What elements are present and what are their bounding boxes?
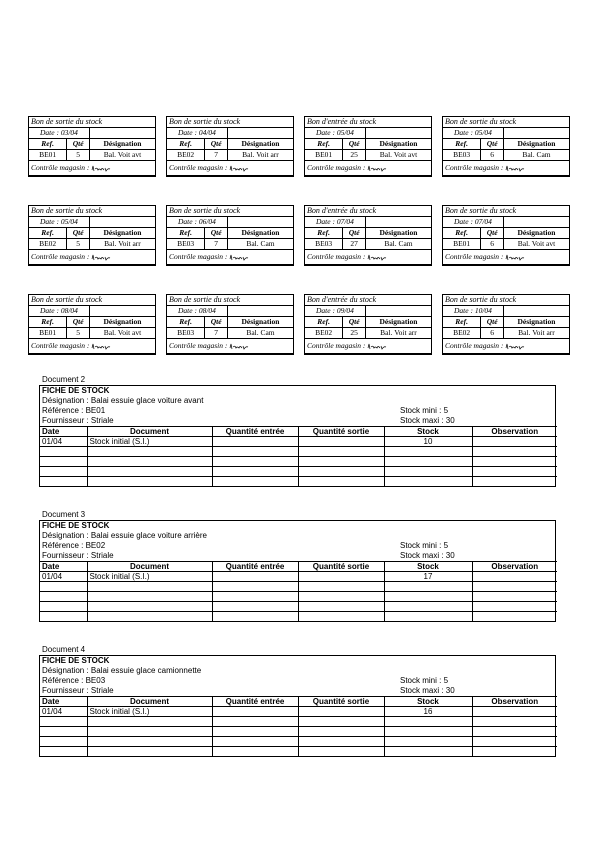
voucher-control [29,161,155,176]
voucher-designation: Bal. Cam [227,328,293,339]
cell-stock: 17 [384,572,472,582]
voucher-header-designation: Désignation [503,317,569,328]
voucher-header-designation: Désignation [503,139,569,150]
table-row [40,602,557,612]
voucher-card [304,205,432,266]
voucher-date: Date : 03/04 [29,128,89,139]
sheet-fournisseur: Fournisseur : Striale [42,416,114,425]
voucher-title: Bon de sortie du stock [167,295,293,306]
voucher-designation: Bal. Voit avt [89,328,155,339]
voucher-date: Date : 10/04 [443,306,503,317]
voucher-qte: 6 [481,239,504,250]
col-date: Date [40,562,87,572]
voucher-qte: 5 [67,239,90,250]
voucher-control [305,161,431,176]
voucher-control-label: Contrôle magasin : [169,163,228,173]
col-stock: Stock [384,697,472,707]
voucher-control-label: Contrôle magasin : [445,163,504,173]
table-row [40,707,557,717]
voucher-header-ref: Ref. [443,139,481,150]
voucher-title: Bon de sortie du stock [443,117,569,128]
voucher-row [28,205,570,266]
voucher-header-qte: Qté [205,139,228,150]
signature-icon [91,343,111,350]
col-observation: Observation [472,562,557,572]
voucher-title: Bon de sortie du stock [443,295,569,306]
voucher-date: Date : 06/04 [167,217,227,228]
sheet-header [40,386,555,426]
voucher-ref: BE03 [167,328,205,339]
voucher-card [442,116,570,177]
sheet-title: FICHE DE STOCK [42,386,110,395]
table-row [40,592,557,602]
voucher-ref: BE01 [29,150,67,161]
voucher-card [166,116,294,177]
table-row [40,737,557,747]
cell-stock: 10 [384,437,472,447]
sheet-stock-maxi: Stock maxi : 30 [400,416,455,425]
voucher-header-qte: Qté [343,317,366,328]
voucher-control-label: Contrôle magasin : [307,163,366,173]
signature-icon [91,254,111,261]
voucher-control-label: Contrôle magasin : [445,341,504,351]
voucher-designation: Bal. Voit arr [365,328,431,339]
col-document: Document [87,697,212,707]
voucher-title: Bon de sortie du stock [29,206,155,217]
voucher-card [304,294,432,355]
voucher-control [29,250,155,265]
voucher-header-designation: Désignation [365,317,431,328]
table-row [40,447,557,457]
cell-date: 01/04 [40,707,87,717]
voucher-qte: 7 [205,328,228,339]
signature-icon [367,343,387,350]
voucher-ref: BE02 [29,239,67,250]
signature-icon [229,343,249,350]
voucher-control [443,339,569,354]
document-label: Document 3 [42,510,86,519]
voucher-control-label: Contrôle magasin : [169,341,228,351]
voucher-qte: 25 [343,150,366,161]
sheet-reference: Référence : BE02 [42,541,106,550]
col-date: Date [40,697,87,707]
col-document: Document [87,427,212,437]
voucher-header-ref: Ref. [167,317,205,328]
voucher-header-ref: Ref. [167,228,205,239]
col-observation: Observation [472,427,557,437]
table-row [40,747,557,757]
voucher-header-qte: Qté [343,139,366,150]
sheet-stock-mini: Stock mini : 5 [400,676,449,685]
sheet-title: FICHE DE STOCK [42,656,110,665]
voucher-ref: BE02 [167,150,205,161]
voucher-designation: Bal. Voit avt [503,239,569,250]
voucher-control-label: Contrôle magasin : [445,252,504,262]
document-label: Document 2 [42,375,86,384]
table-row [40,437,557,447]
voucher-header-ref: Ref. [305,139,343,150]
voucher-header-qte: Qté [481,228,504,239]
voucher-date: Date : 05/04 [29,217,89,228]
stock-sheet [39,655,556,757]
table-row [40,727,557,737]
voucher-ref: BE03 [167,239,205,250]
col-document: Document [87,562,212,572]
voucher-ref: BE03 [443,150,481,161]
signature-icon [229,254,249,261]
voucher-ref: BE01 [29,328,67,339]
voucher-control [167,250,293,265]
col-qte-sortie: Quantité sortie [298,697,384,707]
voucher-header-designation: Désignation [89,139,155,150]
table-row [40,457,557,467]
sheet-header [40,521,555,561]
voucher-header-designation: Désignation [365,139,431,150]
cell-document: Stock initial (S.I.) [87,437,212,447]
voucher-designation: Bal. Voit arr [89,239,155,250]
voucher-control [443,250,569,265]
voucher-header-ref: Ref. [29,139,67,150]
col-qte-entree: Quantité entrée [212,697,298,707]
voucher-header-ref: Ref. [305,228,343,239]
signature-icon [505,254,525,261]
stock-table [40,561,557,621]
voucher-date: Date : 05/04 [305,128,365,139]
voucher-qte: 5 [67,328,90,339]
voucher-card [166,294,294,355]
sheet-header [40,656,555,696]
voucher-control [167,339,293,354]
voucher-header-ref: Ref. [29,228,67,239]
signature-icon [505,343,525,350]
stock-document [39,374,556,487]
voucher-card [28,294,156,355]
voucher-card [304,116,432,177]
voucher-card [166,205,294,266]
voucher-header-qte: Qté [205,317,228,328]
voucher-header-designation: Désignation [227,139,293,150]
col-qte-sortie: Quantité sortie [298,562,384,572]
stock-sheet [39,520,556,622]
cell-date: 01/04 [40,437,87,447]
voucher-ref: BE02 [443,328,481,339]
voucher-designation: Bal. Cam [365,239,431,250]
sheet-designation: Désignation : Balai essuie glace voiture arrière [42,531,207,540]
signature-icon [229,165,249,172]
col-stock: Stock [384,562,472,572]
voucher-header-designation: Désignation [89,317,155,328]
voucher-designation: Bal. Voit arr [227,150,293,161]
cell-stock: 16 [384,707,472,717]
voucher-ref: BE02 [305,328,343,339]
voucher-title: Bon de sortie du stock [167,206,293,217]
voucher-header-ref: Ref. [443,228,481,239]
voucher-header-qte: Qté [481,139,504,150]
col-qte-entree: Quantité entrée [212,427,298,437]
table-row [40,612,557,622]
voucher-title: Bon de sortie du stock [29,295,155,306]
sheet-stock-maxi: Stock maxi : 30 [400,686,455,695]
stock-sheet [39,385,556,487]
voucher-header-designation: Désignation [227,228,293,239]
stock-document [39,644,556,757]
sheet-reference: Référence : BE01 [42,406,106,415]
voucher-card [28,116,156,177]
voucher-title: Bon de sortie du stock [29,117,155,128]
voucher-date: Date : 05/04 [443,128,503,139]
table-row [40,717,557,727]
sheet-stock-maxi: Stock maxi : 30 [400,551,455,560]
voucher-qte: 7 [205,239,228,250]
voucher-control-label: Contrôle magasin : [307,252,366,262]
voucher-control-label: Contrôle magasin : [169,252,228,262]
voucher-title: Bon de sortie du stock [167,117,293,128]
voucher-title: Bon de sortie du stock [443,206,569,217]
signature-icon [367,165,387,172]
voucher-header-qte: Qté [481,317,504,328]
signature-icon [367,254,387,261]
sheet-reference: Référence : BE03 [42,676,106,685]
voucher-date: Date : 04/04 [167,128,227,139]
voucher-control-label: Contrôle magasin : [31,163,90,173]
voucher-ref: BE01 [305,150,343,161]
stock-table [40,696,557,756]
voucher-card [442,294,570,355]
voucher-header-ref: Ref. [305,317,343,328]
sheet-designation: Désignation : Balai essuie glace camionnette [42,666,202,675]
voucher-designation: Bal. Cam [503,150,569,161]
voucher-designation: Bal. Voit arr [503,328,569,339]
voucher-control-label: Contrôle magasin : [31,252,90,262]
voucher-title: Bon d'entrée du stock [305,117,431,128]
voucher-qte: 6 [481,328,504,339]
voucher-title: Bon d'entrée du stock [305,295,431,306]
signature-icon [91,165,111,172]
table-row [40,572,557,582]
signature-icon [505,165,525,172]
voucher-title: Bon d'entrée du stock [305,206,431,217]
voucher-header-ref: Ref. [167,139,205,150]
document-label: Document 4 [42,645,86,654]
voucher-date: Date : 09/04 [305,306,365,317]
vouchers-area [28,116,570,383]
col-observation: Observation [472,697,557,707]
voucher-card [442,205,570,266]
cell-date: 01/04 [40,572,87,582]
voucher-ref: BE03 [305,239,343,250]
voucher-header-qte: Qté [67,317,90,328]
voucher-qte: 6 [481,150,504,161]
voucher-designation: Bal. Cam [227,239,293,250]
voucher-date: Date : 08/04 [29,306,89,317]
voucher-header-designation: Désignation [365,228,431,239]
sheet-fournisseur: Fournisseur : Striale [42,686,114,695]
col-stock: Stock [384,427,472,437]
voucher-header-ref: Ref. [443,317,481,328]
voucher-designation: Bal. Voit avt [365,150,431,161]
sheet-stock-mini: Stock mini : 5 [400,406,449,415]
col-qte-entree: Quantité entrée [212,562,298,572]
table-row [40,467,557,477]
col-date: Date [40,427,87,437]
voucher-header-qte: Qté [205,228,228,239]
voucher-control [443,161,569,176]
sheet-title: FICHE DE STOCK [42,521,110,530]
sheet-designation: Désignation : Balai essuie glace voiture avant [42,396,204,405]
voucher-header-qte: Qté [67,228,90,239]
voucher-row [28,116,570,177]
stock-document [39,509,556,622]
voucher-ref: BE01 [443,239,481,250]
table-row [40,477,557,487]
voucher-header-qte: Qté [67,139,90,150]
stock-table [40,426,557,486]
voucher-control-label: Contrôle magasin : [307,341,366,351]
voucher-card [28,205,156,266]
voucher-qte: 7 [205,150,228,161]
sheet-fournisseur: Fournisseur : Striale [42,551,114,560]
voucher-header-designation: Désignation [227,317,293,328]
voucher-qte: 5 [67,150,90,161]
voucher-row [28,294,570,355]
cell-document: Stock initial (S.I.) [87,572,212,582]
cell-document: Stock initial (S.I.) [87,707,212,717]
voucher-designation: Bal. Voit avt [89,150,155,161]
table-row [40,582,557,592]
voucher-control [305,250,431,265]
voucher-control-label: Contrôle magasin : [31,341,90,351]
voucher-control [29,339,155,354]
voucher-control [305,339,431,354]
voucher-header-ref: Ref. [29,317,67,328]
col-qte-sortie: Quantité sortie [298,427,384,437]
voucher-qte: 25 [343,328,366,339]
voucher-date: Date : 07/04 [443,217,503,228]
voucher-date: Date : 08/04 [167,306,227,317]
sheet-stock-mini: Stock mini : 5 [400,541,449,550]
voucher-header-designation: Désignation [503,228,569,239]
voucher-date: Date : 07/04 [305,217,365,228]
voucher-header-designation: Désignation [89,228,155,239]
voucher-qte: 27 [343,239,366,250]
voucher-header-qte: Qté [343,228,366,239]
voucher-control [167,161,293,176]
